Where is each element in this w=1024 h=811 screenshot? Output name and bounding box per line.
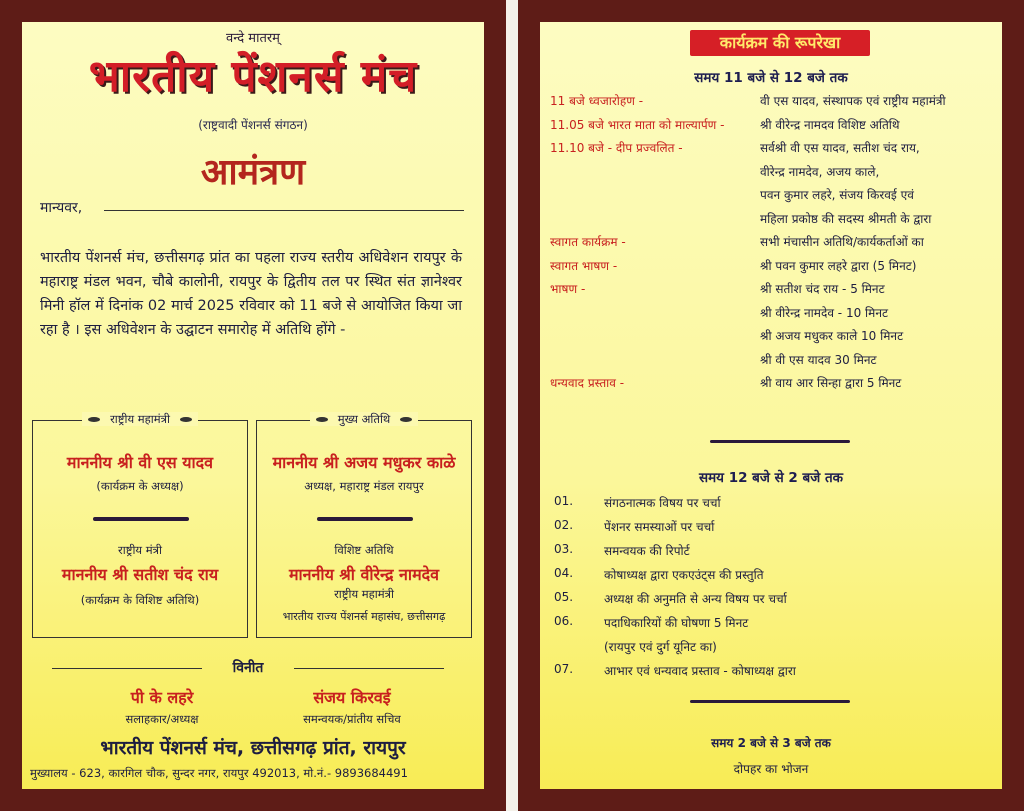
schedule-value: श्री पवन कुमार लहरे द्वारा (5 मिनट) bbox=[760, 258, 917, 273]
schedule-value: श्री सतीश चंद राय - 5 मिनट bbox=[760, 282, 885, 296]
salutation: मान्यवर, bbox=[40, 200, 83, 216]
guest-name-president: माननीय श्री वी एस यादव bbox=[66, 453, 214, 472]
schedule-row bbox=[550, 351, 992, 373]
guest-box-left-heading: राष्ट्रीय महामंत्री bbox=[33, 412, 247, 427]
program-card bbox=[518, 0, 1024, 811]
footer-address: मुख्यालय - 623, कारगिल चौक, सुन्दर नगर, रायपुर 492013, मो.नं.- 9893684491 bbox=[30, 766, 408, 780]
signatory-2-name: संजय किरवई bbox=[313, 688, 391, 707]
schedule-label: 11 बजे ध्वजारोहण - bbox=[550, 94, 644, 108]
schedule-value: श्री वीरेन्द्र नामदव विशिष्ट अतिथि bbox=[760, 117, 900, 132]
guest-name-special: माननीय श्री सतीश चंद राय bbox=[61, 565, 219, 584]
discussion-item-number: 04. bbox=[554, 566, 574, 580]
schedule-value: वीरेन्द्र नामदेव, अजय काले, bbox=[760, 164, 880, 179]
discussion-item-number: 01. bbox=[554, 494, 574, 508]
guest-desc-distinguished-b: भारतीय राज्य पेंशनर्स महासंघ, छत्तीसगढ़ bbox=[282, 610, 446, 623]
discussion-item-number: 03. bbox=[554, 542, 574, 556]
vineet-row bbox=[52, 658, 444, 678]
discussion-item bbox=[554, 518, 992, 540]
schedule-row bbox=[550, 233, 992, 255]
name-blank-line bbox=[104, 210, 464, 211]
invitation-panel bbox=[22, 22, 484, 789]
schedule-label: स्वागत भाषण - bbox=[550, 258, 618, 273]
box-divider bbox=[93, 517, 189, 521]
discussion-item-number: 05. bbox=[554, 590, 574, 604]
discussion-item bbox=[554, 614, 992, 636]
program-title: कार्यक्रम की रूपरेखा bbox=[690, 30, 870, 56]
guest-desc-president: (कार्यक्रम के अध्यक्ष) bbox=[96, 479, 184, 493]
discussion-item-text: (रायपुर एवं दुर्ग यूनिट का) bbox=[604, 640, 717, 654]
section-divider bbox=[690, 700, 850, 703]
schedule-row bbox=[550, 92, 992, 114]
discussion-item bbox=[554, 566, 992, 588]
lunch-label: दोपहर का भोजन bbox=[733, 762, 809, 776]
guest-name-distinguished: माननीय श्री वीरेन्द्र नामदेव bbox=[288, 565, 440, 584]
guest-role-special: राष्ट्रीय मंत्री bbox=[118, 543, 162, 557]
discussion-item-text: अध्यक्ष की अनुमति से अन्य विषय पर चर्चा bbox=[604, 592, 787, 606]
discussion-item bbox=[554, 590, 992, 612]
guest-desc-chief: अध्यक्ष, महाराष्ट्र मंडल रायपुर bbox=[304, 479, 424, 493]
section-divider bbox=[710, 440, 850, 443]
guest-name-chief: माननीय श्री अजय मधुकर काळे bbox=[272, 453, 456, 472]
schedule-row bbox=[550, 327, 992, 349]
schedule-label: 11.05 बजे भारत माता को माल्यार्पण - bbox=[550, 117, 725, 132]
program-panel bbox=[540, 22, 1002, 789]
schedule-value: पवन कुमार लहरे, संजय किरवई एवं bbox=[760, 188, 914, 202]
schedule-row bbox=[550, 280, 992, 302]
signatory-1-name: पी के लहरे bbox=[130, 688, 194, 707]
schedule-row bbox=[550, 116, 992, 138]
schedule-row bbox=[550, 186, 992, 208]
schedule-label: स्वागत कार्यक्रम - bbox=[550, 235, 626, 249]
schedule-row bbox=[550, 304, 992, 326]
schedule-value: सर्वश्री वी एस यादव, सतीश चंद राय, bbox=[760, 141, 920, 155]
schedule-row bbox=[550, 139, 992, 161]
discussion-item bbox=[554, 638, 992, 660]
signatory-2-role: समन्वयक/प्रांतीय सचिव bbox=[303, 712, 401, 726]
guest-box-left bbox=[32, 412, 248, 638]
discussion-item-number: 07. bbox=[554, 662, 574, 676]
discussion-item bbox=[554, 494, 992, 516]
guest-desc-special: (कार्यक्रम के विशिष्ट अतिथि) bbox=[80, 593, 200, 607]
discussion-item-number: 02. bbox=[554, 518, 574, 532]
guest-role-distinguished: विशिष्ट अतिथि bbox=[334, 543, 394, 557]
vineet-label: विनीत bbox=[232, 660, 264, 676]
footer-org: भारतीय पेंशनर्स मंच, छत्तीसगढ़ प्रांत, रायपुर bbox=[100, 737, 406, 759]
schedule-label: भाषण - bbox=[550, 282, 586, 296]
session-1-heading: समय 11 बजे से 12 बजे तक bbox=[694, 70, 848, 86]
session-3-heading: समय 2 बजे से 3 बजे तक bbox=[711, 736, 831, 750]
invitation-heading: आमंत्रण bbox=[200, 152, 306, 193]
discussion-item-text: समन्वयक की रिपोर्ट bbox=[604, 544, 690, 558]
signatory-1-role: सलाहकार/अध्यक्ष bbox=[125, 712, 199, 726]
vineet-line-right bbox=[294, 668, 444, 669]
discussion-item-text: पेंशनर समस्याओं पर चर्चा bbox=[604, 520, 715, 534]
schedule-value: सभी मंचासीन अतिथि/कार्यकर्ताओं का bbox=[760, 235, 924, 249]
schedule-label: धन्यवाद प्रस्ताव - bbox=[550, 376, 625, 390]
discussion-item-text: पदाधिकारियों की घोषणा 5 मिनट bbox=[604, 616, 749, 630]
schedule-label: 11.10 बजे - दीप प्रज्वलित - bbox=[550, 141, 683, 155]
schedule-value: महिला प्रकोष्ठ की सदस्य श्रीमती के द्वारा bbox=[760, 211, 932, 226]
discussion-item-number: 06. bbox=[554, 614, 574, 628]
session-2-heading: समय 12 बजे से 2 बजे तक bbox=[698, 470, 844, 486]
schedule-value: श्री वाय आर सिन्हा द्वारा 5 मिनट bbox=[760, 376, 902, 390]
guest-desc-distinguished-a: राष्ट्रीय महामंत्री bbox=[334, 587, 394, 601]
invitation-card bbox=[0, 0, 506, 811]
schedule-value: श्री अजय मधुकर काले 10 मिनट bbox=[760, 329, 904, 343]
discussion-item bbox=[554, 542, 992, 564]
schedule-row bbox=[550, 163, 992, 185]
schedule-value: श्री वी एस यादव 30 मिनट bbox=[760, 352, 877, 367]
schedule-value: श्री वीरेन्द्र नामदेव - 10 मिनट bbox=[760, 305, 889, 320]
guest-box-right-heading: मुख्य अतिथि bbox=[257, 412, 471, 427]
box-divider bbox=[317, 517, 413, 521]
signatory-1 bbox=[82, 686, 242, 727]
vande-mataram: वन्दे मातरम् bbox=[226, 31, 280, 46]
invitation-paragraph: भारतीय पेंशनर्स मंच, छत्तीसगढ़ प्रांत का पहला राज्य स्तरीय अधिवेशन रायपुर के महाराष्ट्र मंडल भवन, चौबे कालोनी, रायपुर के द्वितीय तल पर स्थित संत ज्ञानेश्वर मिनी हॉल में दिनांक 02 मार्च 2025 रविवार को 11 बजे से आयोजित किया जा रहा है । इस अधिवेशन के उद्घाटन समारोह में अतिथि होंगे - bbox=[40, 250, 462, 338]
schedule-value: वी एस यादव, संस्थापक एवं राष्ट्रीय महामंत्री bbox=[760, 94, 946, 108]
schedule-row bbox=[550, 374, 992, 396]
guest-box-right bbox=[256, 412, 472, 638]
discussion-item bbox=[554, 662, 992, 684]
org-subtitle: (राष्ट्रवादी पेंशनर्स संगठन) bbox=[198, 118, 308, 132]
discussion-item-text: आभार एवं धन्यवाद प्रस्ताव - कोषाध्यक्ष द्वारा bbox=[604, 664, 796, 678]
discussion-item-text: संगठनात्मक विषय पर चर्चा bbox=[604, 496, 721, 510]
discussion-item-text: कोषाध्यक्ष द्वारा एकएउंट्स की प्रस्तुति bbox=[604, 568, 764, 582]
signatory-2 bbox=[262, 686, 442, 727]
schedule-row bbox=[550, 257, 992, 279]
org-title: भारतीय पेंशनर्स मंच bbox=[88, 51, 418, 102]
schedule-row bbox=[550, 210, 992, 232]
